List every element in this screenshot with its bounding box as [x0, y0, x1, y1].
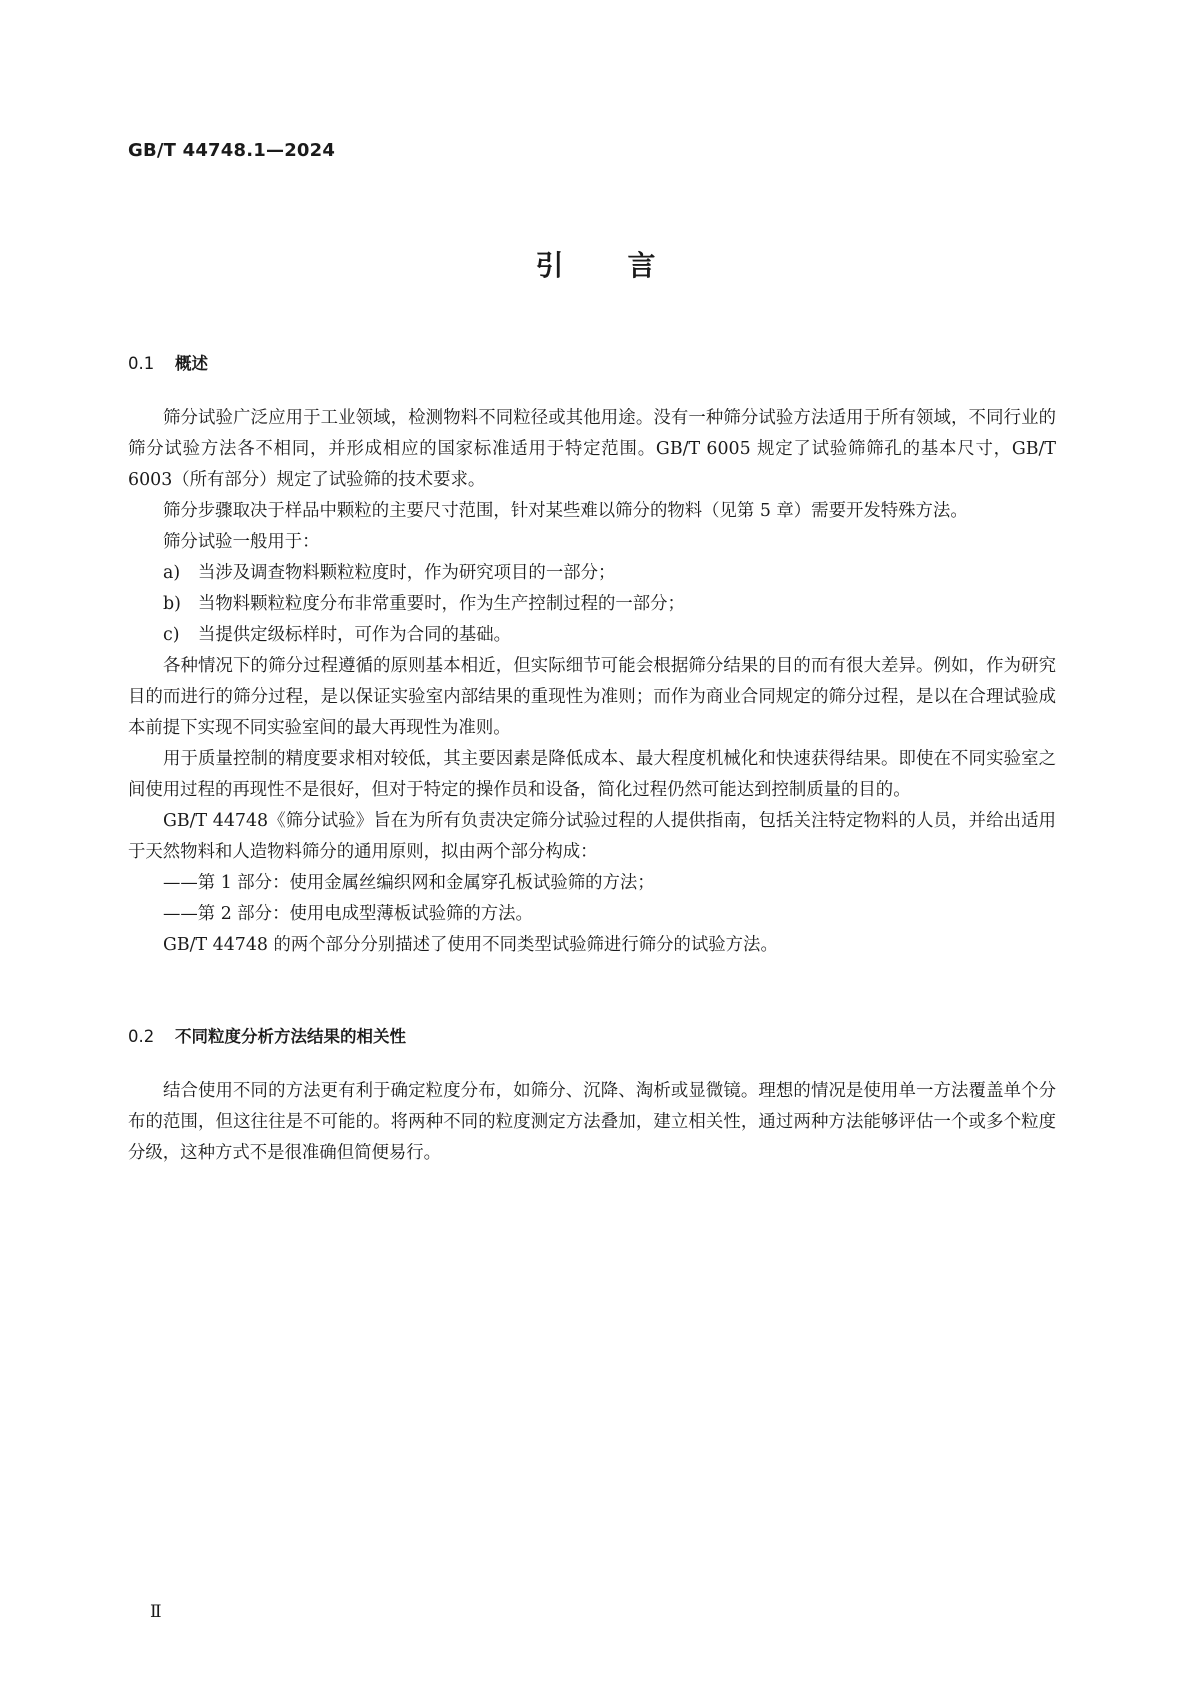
paragraph: GB/T 44748 的两个部分分别描述了使用不同类型试验筛进行筛分的试验方法。 — [163, 935, 778, 955]
paragraph: 用于质量控制的精度要求相对较低，其主要因素是降低成本、最大程度机械化和快速获得结果。即使在不同实验室之间使用过程的再现性不是很好，但对于特定的操作员和设备，简化过程仍然可能达到控制质量的目的。 — [128, 749, 1056, 800]
dash-list-item: ——第 1 部分：使用金属丝编织网和金属穿孔板试验筛的方法； — [163, 873, 655, 893]
section-number: 0.1 — [128, 354, 155, 373]
section-heading-0-2 — [128, 1023, 406, 1047]
list-text: 当提供定级标样时，可作为合同的基础。 — [198, 625, 512, 645]
list-text: 当涉及调查物料颗粒粒度时，作为研究项目的一部分； — [198, 563, 616, 583]
list-text: 当物料颗粒粒度分布非常重要时，作为生产控制过程的一部分； — [198, 594, 685, 614]
list-marker: a) — [163, 563, 181, 583]
paragraph: 筛分步骤取决于样品中颗粒的主要尺寸范围，针对某些难以筛分的物料（见第 5 章）需要开发特殊方法。 — [163, 501, 968, 521]
paragraph: GB/T 44748《筛分试验》旨在为所有负责决定筛分试验过程的人提供指南，包括关注特定物料的人员，并给出适用于天然物料和人造物料筛分的通用原则，拟由两个部分构成： — [128, 811, 1056, 862]
section-heading-0-1 — [128, 350, 208, 374]
standard-number: GB/T 44748.1—2024 — [128, 140, 336, 161]
section-body-0-2 — [128, 1076, 1056, 1169]
section-body-0-1 — [128, 403, 1056, 961]
list-item — [128, 589, 1056, 620]
list-marker: b) — [163, 594, 181, 614]
list-item — [128, 620, 1056, 651]
dash-list-item: ——第 2 部分：使用电成型薄板试验筛的方法。 — [163, 904, 533, 924]
list-marker: c) — [163, 625, 180, 645]
page-number: Ⅱ — [150, 1602, 162, 1622]
paragraph: 筛分试验一般用于： — [163, 532, 320, 552]
paragraph: 结合使用不同的方法更有利于确定粒度分布，如筛分、沉降、淘析或显微镜。理想的情况是使用单一方法覆盖单个分布的范围，但这往往是不可能的。将两种不同的粒度测定方法叠加，建立相关性，通过两种方法能够评估一个或多个粒度分级，这种方式不是很准确但简便易行。 — [128, 1081, 1056, 1163]
section-title: 不同粒度分析方法结果的相关性 — [175, 1027, 406, 1046]
paragraph: 各种情况下的筛分过程遵循的原则基本相近，但实际细节可能会根据筛分结果的目的而有很大差异。例如，作为研究目的而进行的筛分过程，是以保证实验室内部结果的重现性为准则；而作为商业合同规定的筛分过程，是以在合理试验成本前提下实现不同实验室间的最大再现性为准则。 — [128, 656, 1056, 738]
section-number: 0.2 — [128, 1027, 155, 1046]
paragraph: 筛分试验广泛应用于工业领域，检测物料不同粒径或其他用途。没有一种筛分试验方法适用于所有领域，不同行业的筛分试验方法各不相同，并形成相应的国家标准适用于特定范围。GB/T 6005 规定了试验筛筛孔的基本尺寸，GB/T 6003（所有部分）规定了试验筛的技术要求。 — [128, 408, 1056, 490]
page-title: 引言 — [535, 249, 720, 282]
section-title: 概述 — [175, 354, 208, 373]
list-item — [128, 558, 1056, 589]
